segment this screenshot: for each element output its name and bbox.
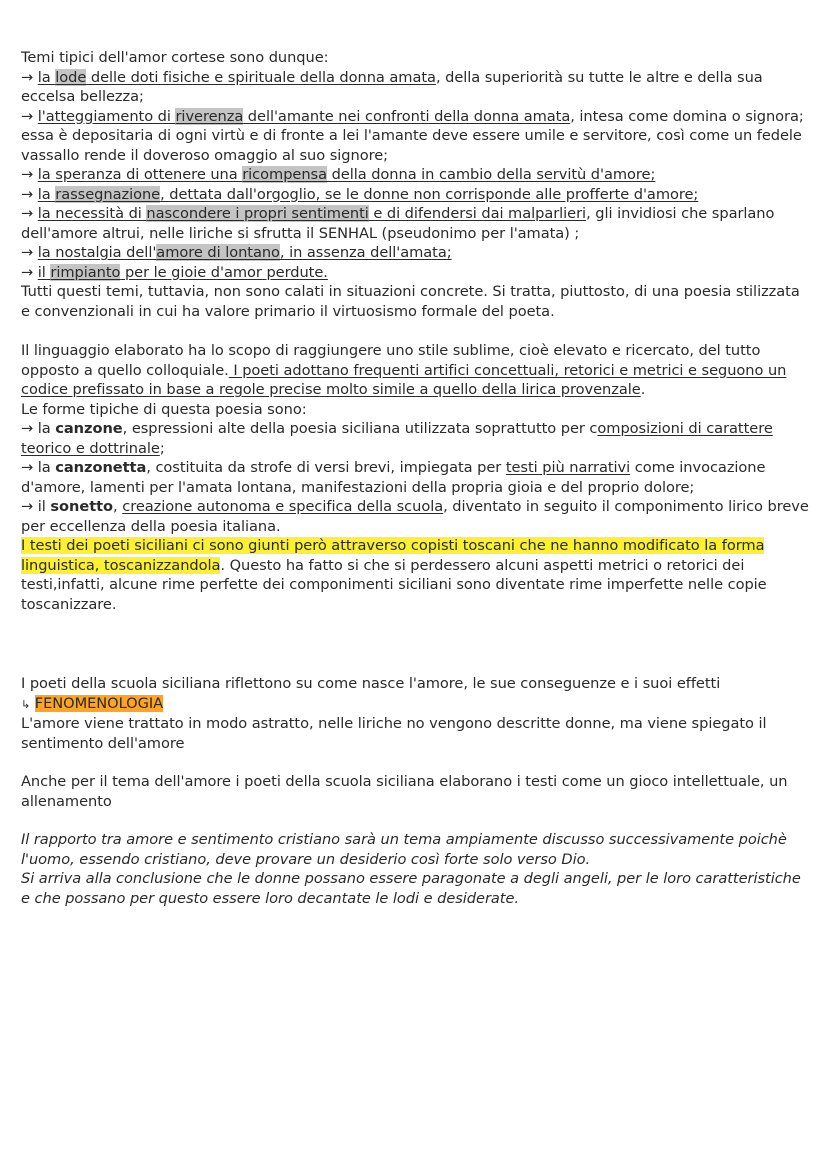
arrow-icon: → [21,205,34,222]
highlight-term: lode [55,68,87,86]
theme-item-resignation: → la rassegnazione, dettata dall'orgoglio, se le donne non corrisponde alle profferte d'amore; [21,185,699,203]
section-phenomenology [21,674,813,753]
highlight-term: rassegnazione [55,185,161,203]
arrow-icon: → [21,420,34,437]
section-language-and-forms [21,341,813,614]
phenomenology-label-line [21,694,813,715]
theme-item-reward: → la speranza di ottenere una ricompensa della donna in cambio della servitù d'amore; [21,166,656,183]
theme-item-nostalgia: → la nostalgia dell'amore di lontano, in assenza dell'amata; [21,244,452,261]
christian-love-section [21,830,813,908]
yellow-highlight: I testi dei poeti siciliani ci sono giunti però attraverso copisti toscani che ne hanno modificato la forma linguistica, toscanizzandola [21,537,765,574]
love-origin-paragraph: I poeti della scuola siciliana riflettono su come nasce l'amore, le sue conseguenze e i suoi effetti [21,675,721,692]
highlight-term: nascondere i propri sentimenti [146,205,369,222]
tuscan-copyists-paragraph: I testi dei poeti siciliani ci sono giunti però attraverso copisti toscani che ne hanno modificato la forma linguistica, toscanizzandola. Questo ha fatto si che si perdessero alcuni aspetti metrici o retorici dei testi,infatti, alcune rime perfette dei componimenti siciliani sono diventate rime imperfette nelle copie toscanizzare. [21,537,767,613]
form-item-canzone: → la canzone, espressioni alte della poesia siciliana utilizzata soprattutto per composizioni di carattere teorico e dottrinale; [21,420,773,457]
highlight-term: riverenza [175,107,244,125]
highlight-term: rimpianto [50,263,121,281]
theme-item-reverence: → l'atteggiamento di riverenza dell'amante nei confronti della donna amata, intesa come domina o signora; essa è depositaria di ogni virtù e di fronte a lei l'amante deve essere umile e servitore, così come un fedele vassallo rende il doveroso omaggio al suo signore; [21,107,804,164]
sub-arrow-icon: ↳ [21,697,31,711]
christian-love-paragraph: Il rapporto tra amore e sentimento cristiano sarà un tema ampiamente discusso successivamente poichè l'uomo, essendo cristiano, deve provare un desiderio così forte solo verso Dio. [21,831,787,868]
form-item-canzonetta: → la canzonetta, costituita da strofe di versi brevi, impiegata per testi più narrativi come invocazione d'amore, lamenti per l'amata lontana, manifestazioni della propria gioia e del proprio dolore; [21,459,766,496]
arrow-icon: → [21,498,34,515]
intro-line: Temi tipici dell'amor cortese sono dunque: [21,49,329,66]
forms-intro: Le forme tipiche di questa poesia sono: [21,400,307,418]
phenomenology-label: FENOMENOLOGIA [34,694,164,712]
theme-item-hide-feelings: → la necessità di nascondere i propri sentimenti e di difendersi dai malparlieri, gli invidiosi che sparlano dell'amore altrui, nelle liriche si sfrutta il SENHAL (pseudonimo per l'amata) ; [21,205,775,242]
arrow-icon: → [21,68,34,86]
language-paragraph: Il linguaggio elaborato ha lo scopo di raggiungere uno stile sublime, cioè elevato e ricercato, del tutto opposto a quello colloquiale. I poeti adottano frequenti artifici concettuali, retorici e metrici e seguono un codice prefissato in base a regole precise molto simile a quello della lirica provenzale. [21,342,787,398]
arrow-icon: → [21,263,34,281]
highlight-term: ricompensa [242,166,327,183]
theme-item-regret: → il rimpianto per le gioie d'amor perdute. [21,263,328,281]
arrow-icon: → [21,107,34,125]
arrow-icon: → [21,459,34,476]
closing-paragraph: Tutti questi temi, tuttavia, non sono calati in situazioni concrete. Si tratta, piuttosto, di una poesia stilizzata e convenzionali in cui ha valore primario il virtuosismo formale del poeta. [21,283,800,320]
arrow-icon: → [21,244,34,261]
form-item-sonetto: → il sonetto, creazione autonoma e specifica della scuola, diventato in seguito il componimento lirico breve per eccellenza della poesia italiana. [21,498,809,535]
abstract-love-paragraph: L'amore viene trattato in modo astratto, nelle liriche no vengono descritte donne, ma viene spiegato il sentimento dell'amore [21,715,767,752]
intellectual-game-paragraph: Anche per il tema dell'amore i poeti della scuola siciliana elaborano i testi come un gioco intellettuale, un allenamento [21,773,788,810]
highlight-term: amore di lontano [156,244,280,261]
theme-item-praise: → la lode delle doti fisiche e spirituale della donna amata, della superiorità su tutte le altre e della sua eccelsa bellezza; [21,68,763,105]
angels-paragraph: Si arriva alla conclusione che le donne possano essere paragonate a degli angeli, per le loro caratteristiche e che possano per questo essere loro decantate le lodi e desiderate. [21,870,801,907]
section-courtly-love-themes [21,48,813,321]
arrow-icon: → [21,166,34,183]
arrow-icon: → [21,185,34,203]
